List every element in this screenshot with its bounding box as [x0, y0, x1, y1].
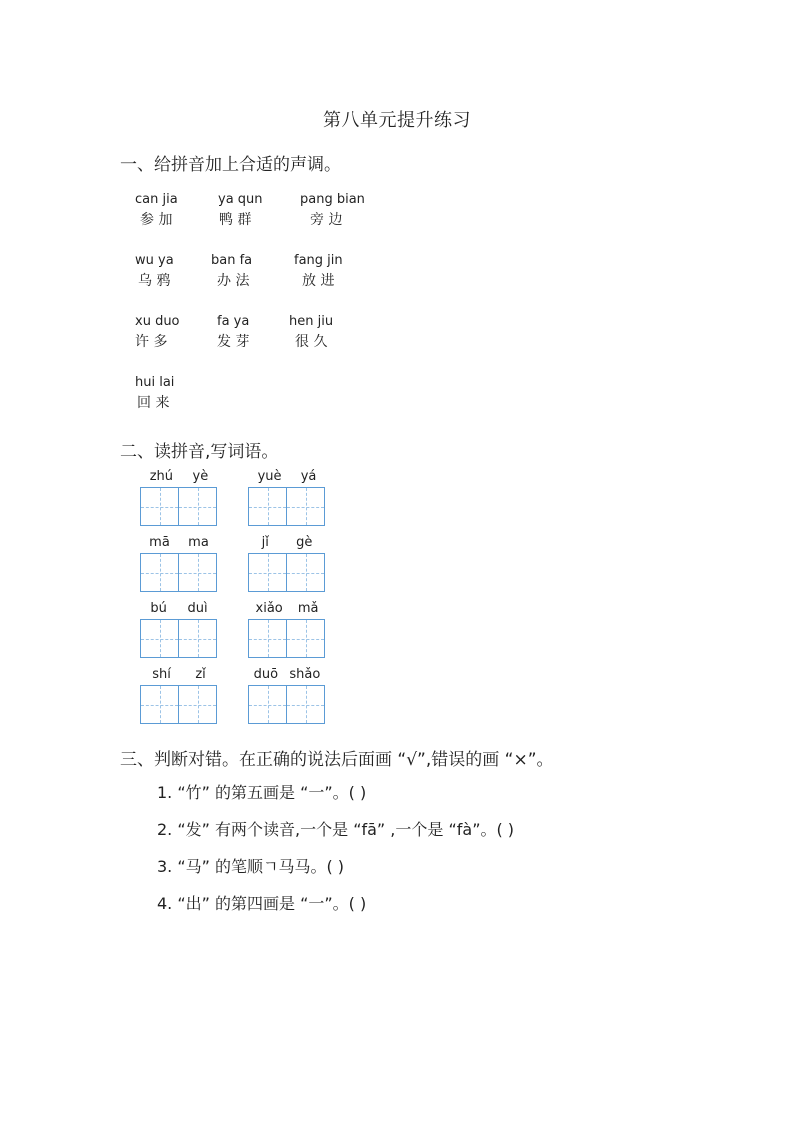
pinyin-text: pang bian	[300, 192, 365, 207]
tone-item	[300, 190, 365, 230]
hanzi-text: 发 芽	[217, 334, 250, 350]
tone-item	[217, 312, 249, 352]
writing-box[interactable]	[248, 553, 287, 592]
writing-box[interactable]	[179, 619, 217, 658]
pinyin-text: can jia	[135, 192, 178, 207]
syllable-text: xiǎo	[255, 601, 283, 616]
writing-box[interactable]	[179, 685, 217, 724]
writing-box[interactable]	[179, 487, 217, 526]
syllable-text: bú	[150, 601, 167, 616]
pinyin-text: ban fa	[211, 253, 253, 268]
pinyin-text: fang jin	[294, 253, 343, 268]
syllable-text: yuè	[257, 469, 282, 484]
word-cell	[248, 600, 326, 658]
pinyin-text: wu ya	[135, 253, 174, 268]
pinyin-text: ya qun	[218, 192, 263, 207]
tone-item	[135, 190, 178, 230]
pinyin-text: hen jiu	[289, 314, 334, 329]
writing-box[interactable]	[140, 487, 179, 526]
syllable-text: yè	[192, 469, 209, 484]
tone-item	[289, 312, 333, 352]
word-cell	[248, 468, 326, 526]
question-item: 1. “竹” 的第五画是 “一”。( )	[157, 783, 367, 802]
hanzi-text: 鸭 群	[219, 212, 252, 228]
writing-box[interactable]	[140, 553, 179, 592]
hanzi-text: 参 加	[140, 212, 173, 228]
writing-box[interactable]	[248, 619, 287, 658]
question-item: 4. “出” 的第四画是 “一”。( )	[157, 894, 367, 913]
writing-box[interactable]	[287, 619, 325, 658]
tone-item	[135, 373, 174, 413]
hanzi-text: 放 进	[302, 273, 335, 289]
tone-item	[211, 251, 252, 291]
question-item: 2. “发” 有两个读音,一个是 “fā” ,一个是 “fà”。( )	[157, 820, 515, 839]
writing-box[interactable]	[179, 553, 217, 592]
writing-box[interactable]	[287, 487, 325, 526]
syllable-text: jǐ	[261, 535, 269, 550]
pinyin-text: xu duo	[135, 314, 180, 329]
hanzi-text: 办 法	[217, 273, 250, 289]
writing-box[interactable]	[287, 685, 325, 724]
syllable-text: shí	[152, 667, 171, 682]
pinyin-text: hui lai	[135, 375, 175, 390]
word-cell	[140, 468, 218, 526]
writing-box[interactable]	[248, 685, 287, 724]
tone-item	[294, 251, 343, 291]
syllable-text: zhú	[149, 469, 174, 484]
word-cell	[140, 534, 218, 592]
page-title: 第八单元提升练习	[323, 110, 471, 131]
syllable-text: yá	[300, 469, 317, 484]
word-cell	[248, 666, 326, 724]
syllable-text: shǎo	[289, 667, 321, 682]
syllable-text: duō	[253, 667, 279, 682]
tone-item	[218, 190, 263, 230]
syllable-text: gè	[296, 535, 313, 550]
syllable-text: duì	[187, 601, 208, 616]
hanzi-text: 回 来	[137, 395, 170, 411]
hanzi-text: 乌 鸦	[138, 273, 171, 289]
syllable-text: ma	[188, 535, 209, 550]
syllable-text: mā	[149, 535, 170, 550]
hanzi-text: 旁 边	[310, 212, 343, 228]
writing-box[interactable]	[287, 553, 325, 592]
section3-heading: 三、判断对错。在正确的说法后面画 “√”,错误的画 “×”。	[120, 750, 554, 770]
syllable-text: zǐ	[195, 667, 206, 682]
word-cell	[140, 666, 218, 724]
word-cell	[140, 600, 218, 658]
hanzi-text: 很 久	[295, 334, 328, 350]
section2-heading: 二、读拼音,写词语。	[120, 442, 279, 462]
tone-item	[135, 251, 174, 291]
question-item: 3. “马” 的笔顺ㄱ马马。( )	[157, 857, 345, 876]
writing-box[interactable]	[248, 487, 287, 526]
pinyin-text: fa ya	[217, 314, 250, 329]
section1-heading: 一、给拼音加上合适的声调。	[120, 155, 341, 175]
writing-box[interactable]	[140, 619, 179, 658]
hanzi-text: 许 多	[135, 334, 168, 350]
syllable-text: mǎ	[297, 601, 319, 616]
tone-item	[135, 312, 180, 352]
writing-box[interactable]	[140, 685, 179, 724]
true-false-list	[157, 782, 514, 930]
word-cell	[248, 534, 326, 592]
